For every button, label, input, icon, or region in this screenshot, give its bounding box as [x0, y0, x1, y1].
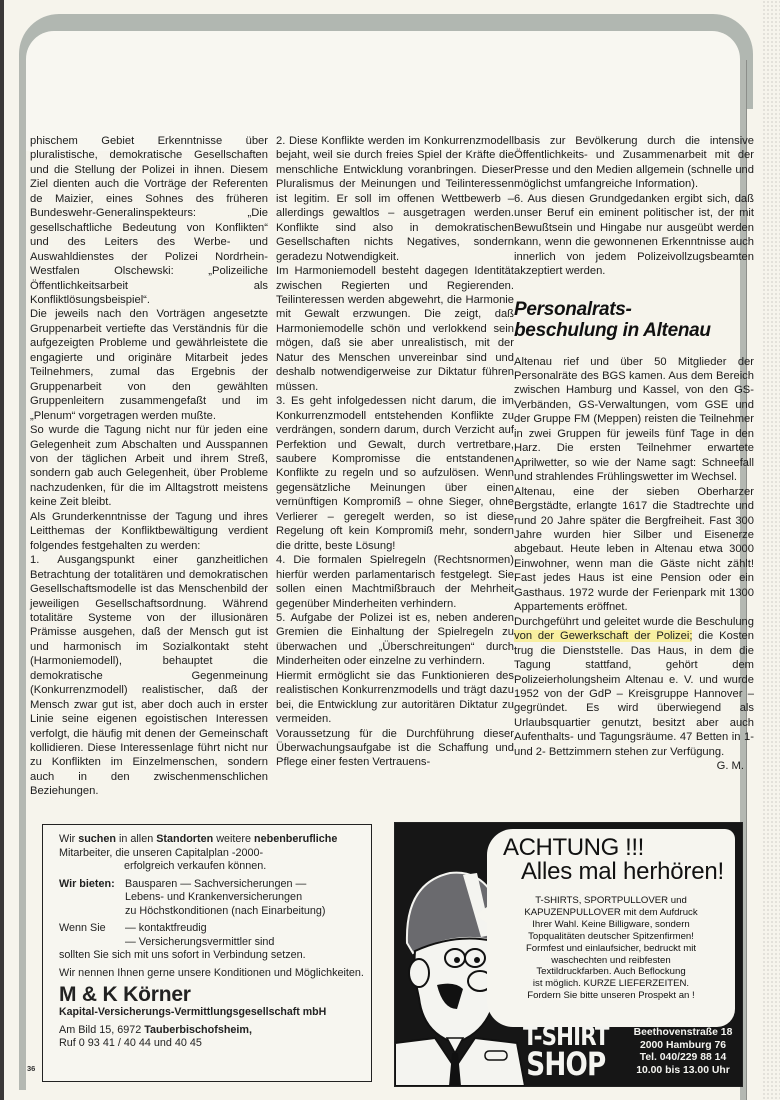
ad-body-line: Ihrer Wahl. Keine Billigware, sondern — [532, 918, 690, 930]
section-heading-line-1: Personalrats- — [514, 298, 632, 320]
paragraph: Voraussetzung für die Durchführung dieser Überwachungsaufgabe ist die Schaffung und Pflege einer festen Vertrauens- — [276, 727, 514, 769]
offer-label: Wir bieten: — [59, 877, 115, 890]
speech-bubble — [487, 829, 735, 1027]
paragraph: 6. Aus diesen Grundgedanken ergibt sich, daß unser Beruf ein eminent politischer ist, der mit Bewußtsein und Hingabe nur ausgeübt werden kann, wenn die gewonnenen Erkenntnisse auch innerlich von jedem Polizeivollzugsbeamten akzeptiert werden. — [514, 192, 754, 278]
text-run: die Kosten trug die Dienststelle. Das Haus, in dem die Tagung stattfand, gehört dem Polizeierholungsheim Altenau e. V. und wurde 1952 von der GdP – Kreisgruppe Hannover – gegründet. Es wird überwiegend als Urlaubsquartier genutzt, besitzt aber auch Aufenthalts- und Tagungsräume. 47 Betten in 1- und 2- Bettzimmern stehen zur Verfügung. — [514, 630, 754, 758]
requirement-item: — Versicherungsvermittler sind — [125, 935, 275, 948]
text-run: nebenberufliche — [254, 833, 338, 845]
ad-body-line: ist möglich. KURZE LIEFERZEITEN. — [532, 978, 690, 990]
ad-body-line: Fordern Sie bitte unseren Prospekt an ! — [527, 990, 695, 1002]
article-column-2 — [276, 134, 514, 770]
ad-body-line: KAPUZENPULLOVER mit dem Aufdruck — [524, 906, 698, 918]
article-column-1 — [30, 134, 268, 799]
section-heading — [514, 299, 754, 341]
text-run: Am Bild 15, 6972 — [59, 1023, 145, 1036]
ad-body-line: Textildruckfarben. Auch Beflockung — [536, 966, 686, 978]
text-run: Durchgeführt und geleitet wurde die Beschulung — [514, 615, 754, 628]
ad-contact-line: sollten Sie sich mit uns sofort in Verbindung setzen. — [59, 949, 306, 961]
ad-offer — [59, 878, 365, 919]
text-run: suchen — [78, 833, 116, 845]
requirements-list — [125, 922, 274, 949]
paragraph: 4. Die formalen Spielregeln (Rechtsnormen) hierfür werden parlamentarisch festgelegt. Sie sollen einen Machtmißbrauch der Mehrheit gegenüber Minderheiten verhindern. — [276, 554, 514, 610]
paragraph: Altenau rief und über 50 Mitglieder der Personalräte des BGS kamen. Aus dem Bereich zwischen Hamburg und Kassel, von den GS-Verbänden, GS-Verwaltungen, vom GSE und der Gruppe FM (Meppen) reisten die Teilnehmer in zwei Gruppen für jeweils fünf Tage in den Harz. Die ersten Teilnehmer erwartete Aprilwetter, so wie der Name sagt: Schneefall und strahlendes Frühlingswetter im Wechsel. — [514, 355, 754, 484]
text-run: in allen — [116, 833, 157, 845]
page-frame-left — [19, 60, 26, 1090]
section-heading-line-2: beschulung in Altenau — [514, 319, 711, 341]
paragraph: Als Grunderkenntnisse der Tagung und ihres Leitthemas der Konfliktbewältigung verdient folgendes festgehalten zu werden: — [30, 510, 268, 552]
text-run: weitere — [213, 833, 255, 845]
address-line: 2000 Hamburg 76 — [639, 1039, 727, 1051]
highlighted-text: von der Gewerkschaft der Polizei; — [514, 630, 693, 643]
paragraph: 2. Diese Konflikte werden im Konkurrenzmodell bejaht, weil sie durch freies Spiel der Kräfte die menschliche Entwicklung voranbringen. Dieser Pluralismus der Meinungen und Teilinteressen ist legitim. Er soll im offenen Wettbewerb – allerdings gewaltlos – ausgetragen werden. Konflikte sind also in demokratischen Gesellschaften nichts Negatives, sondern geradezu Notwendigkeit. — [276, 135, 514, 263]
ad-body-line: waschechten und reibfesten — [551, 954, 671, 966]
company-subtitle: Kapital-Versicherungs-Vermittlungsgesellschaft mbH — [59, 1006, 327, 1018]
ad-body — [491, 895, 731, 1002]
ad-headline-2: Alles mal herhören! — [521, 858, 724, 885]
company-address — [59, 1024, 365, 1038]
address-line: 10.00 bis 13.00 Uhr — [636, 1064, 730, 1076]
address-line: Tel. 040/229 88 14 — [639, 1052, 727, 1063]
ad-line: Mitarbeiter, die unseren Capitalplan -2000- — [59, 846, 264, 859]
shop-address — [627, 1027, 739, 1077]
ad-intro-line — [59, 833, 365, 847]
paragraph: basis zur Bevölkerung durch die intensive Öffentlichkeits- und Zusammenarbeit mit der Presse und den Medien allgemein (schnelle und möglichst umfangreiche Information). — [514, 135, 754, 191]
ad-body-line: Formfest und einlaufsicher, bedruckt mit — [525, 942, 697, 954]
author-signature: G. M. — [716, 760, 744, 773]
offer-list — [125, 878, 325, 919]
advertisement-koerner — [42, 824, 372, 1082]
page-edge — [0, 0, 4, 1100]
tshirt-shop-logo — [523, 1022, 609, 1083]
logo-line-2: SHOP — [526, 1045, 606, 1083]
text-run: Wir — [59, 833, 79, 845]
address-line: Beethovenstraße 18 — [633, 1027, 733, 1038]
offer-item: Bausparen — Sachversicherungen — — [125, 877, 307, 890]
page-number: 36 — [27, 1064, 36, 1073]
company-name: M & K Körner — [59, 983, 191, 1006]
ad-conditions-line: Wir nennen Ihnen gerne unsere Konditionen und Möglichkeiten. — [59, 966, 364, 979]
company-phone: Ruf 0 93 41 / 40 44 und 40 45 — [59, 1037, 202, 1049]
page-margin-texture — [762, 0, 780, 1100]
paragraph: Die jeweils nach den Vorträgen angesetzte Gruppenarbeit vertiefte das Verständnis für die aufgezeigten Probleme und gewährleistete die engagierte und originäre Mitarbeit jedes Teilnehmers, zumal das Ergebnis der Gruppenarbeit von den gewählten Gruppenleitern zusammengefaßt und im „Plenum“ vorgetragen werden mußte. — [30, 308, 268, 422]
paragraph: 3. Es geht infolgedessen nicht darum, die im Konkurrenzmodell entstehenden Konflikte zu verdrängen, sondern darum, durch Verzicht auf Perfektion und Gewalt, durch vertretbare, saubere Kompromisse die entstandenen Konflikte zu regeln und so aufzulösen. Wenn gegensätzliche Meinungen über einen vernünftigen Kompromiß – ohne Sieger, ohne Verlierer – geregelt werden, so ist diese Regelung oft kein Kompromiß mehr, sondern die dritte, beste Lösung! — [276, 395, 514, 552]
advertisement-tshirt-shop — [394, 822, 743, 1087]
paragraph: 5. Aufgabe der Polizei ist es, neben anderen Gremien die Einhaltung der Spielregeln zu überwachen und „Überschreitungen“ durch Minderheiten oder einzelne zu verhindern. — [276, 611, 514, 668]
ad-headline-1: ACHTUNG !!! — [503, 834, 644, 861]
offer-item: zu Höchstkonditionen (nach Einarbeitung) — [125, 904, 326, 917]
paragraph — [514, 615, 754, 760]
ad-requirements — [59, 922, 365, 949]
header-panel — [26, 31, 740, 151]
requirements-label: Wenn Sie — [59, 922, 106, 934]
paragraph: Im Harmoniemodell besteht dagegen Identität zwischen Regierten und Regierenden. Teilinteressen werden abgewehrt, die Harmonie mit Gewalt erzwungen. Die zeigt, daß Harmoniemodelle schön und verlokkend sein mögen, daß sie aber unrealistisch, mit der Natur des Menschen unvereinbar sind und deshalb notwendigerweise zur Diktatur führen müssen. — [276, 265, 514, 393]
paragraph: Hiermit ermöglicht sie das Funktionieren des realistischen Konkurrenzmodells und trägt dazu bei, die Entwicklung zur autoritären Diktatur zu vermeiden. — [276, 669, 514, 726]
ad-body-line: Topqualitäten deutscher Spitzenfirmen! — [528, 930, 694, 942]
paragraph: phischem Gebiet Erkenntnisse über pluralistische, demokratische Gesellschaften und die Stellung der Polizei in ihnen. Diesem Ziel dienten auch die Vorträge der Referenten de Maizier, eines Sohnes des früheren Bundeswehr-Generalinspekteurs: „Die gesellschaftliche Bedeutung von Konflikten“ und des Leiters des Werbe- und Auswahldienstes der Polizei Nordrhein-Westfalen Olschewski: „Polizeiliche Öffentlichkeitsarbeit als Konfliktlösungsbeispiel“. — [30, 135, 268, 306]
paragraph: So wurde die Tagung nicht nur für jeden eine Gelegenheit zum Abschalten und Ausspannen von der täglichen Arbeit und ihrem Streß, sondern gab auch Gelegenheit, über Probleme nachzudenken, für die im Alltagstrott meistens keine Zeit bleibt. — [30, 424, 268, 509]
ad-line: erfolgreich verkaufen können. — [124, 860, 267, 872]
logo-line-1: T-SHIRT — [523, 1022, 609, 1052]
offer-item: Lebens- und Krankenversicherungen — [125, 891, 303, 903]
paragraph: 1. Ausgangspunkt einer ganzheitlichen Betrachtung der totalitären und demokratischen Gesellschaftsmodelle ist das Menschenbild der jeweiligen Gesellschaftsordnung. Während totalitäre Systeme von der illusionären Prämisse ausgehen, daß der Mensch gut ist und harmonisch im Sozialkontakt steht (Harmoniemodell), behauptet die demokratische Gegenmeinung (Konkurrenzmodell) realistischer, daß der Mensch zwar gut ist, aber doch auch in erster Linie seine eigenen egoistischen Interessen verfolgt, die häufig mit denen der Gemeinschaft kollidieren. Diese Interessenlage führt nicht nur zu Konflikten im Einzelmenschen, sondern auch in den zwischenmenschlichen Beziehungen. — [30, 554, 268, 798]
text-run: Tauberbischofsheim, — [144, 1023, 253, 1036]
article-column-3 — [514, 134, 754, 774]
paragraph: Altenau, eine der sieben Oberharzer Bergstädte, erlangte 1617 die Stadtrechte und rund 20 Jahre später die Bergfreiheit. Fast 300 Jahre wurden hier Silber und Eisenerze abgebaut. Heute leben in Altenau etwa 3000 Einwohner, wenn man die Gäste nicht zählt! Fast jedes Haus ist eine Pension oder ein Gasthaus. 1972 wurde der Ferienpark mit 1300 Appartements eröffnet. — [514, 485, 754, 614]
requirement-item: — kontaktfreudig — [125, 922, 207, 934]
text-run: Standorten — [156, 833, 214, 845]
ad-body-line: T-SHIRTS, SPORTPULLOVER und — [535, 895, 687, 906]
